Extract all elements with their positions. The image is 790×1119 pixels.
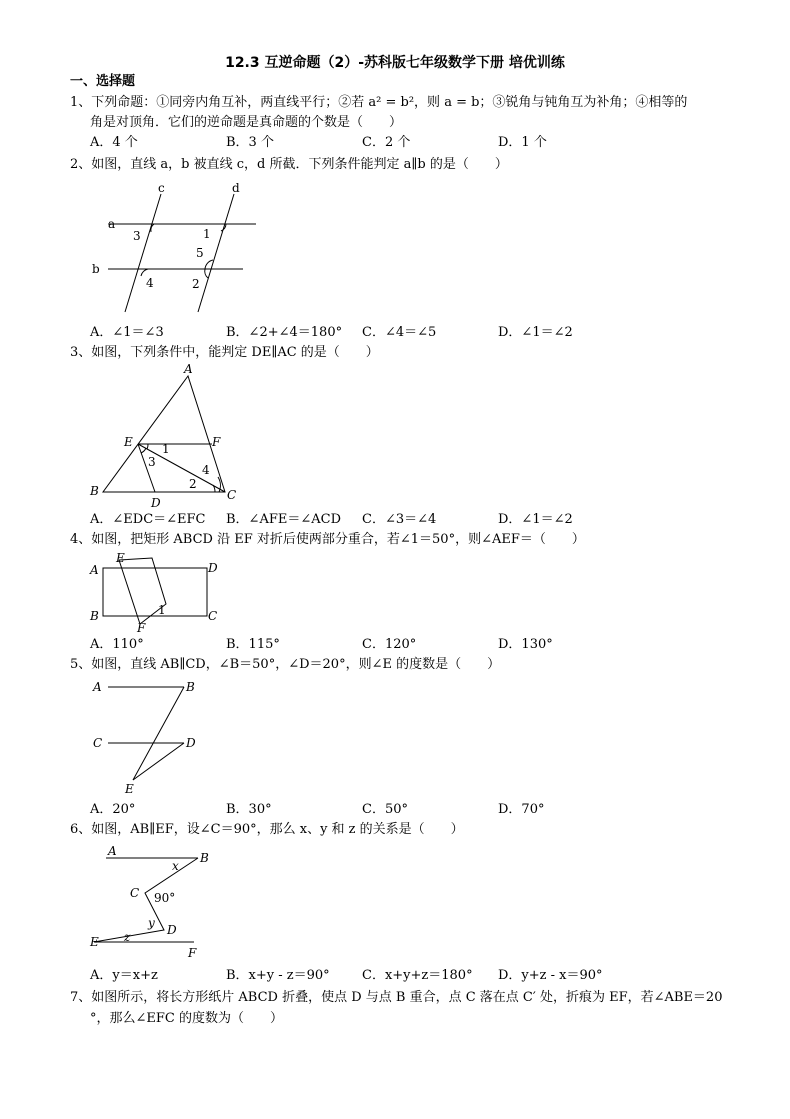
q3-label-A: A: [184, 362, 193, 376]
q6-label-A: A: [108, 844, 117, 858]
q4-label-A: A: [90, 563, 99, 577]
q2-option-d[interactable]: D．∠1＝∠2: [498, 325, 573, 340]
q5-label-C: C: [93, 736, 103, 750]
q4-option-a[interactable]: A．110°: [90, 637, 144, 652]
q3-label-C: C: [227, 488, 237, 502]
q6-label-y: y: [148, 916, 155, 930]
q4-option-c[interactable]: C．120°: [362, 637, 417, 652]
q3-label-D: D: [151, 496, 161, 510]
q6-option-a[interactable]: A．y＝x+z: [90, 968, 158, 983]
q1-option-b[interactable]: B．3 个: [226, 135, 274, 150]
q4-option-d[interactable]: D．130°: [498, 637, 553, 652]
section-heading: 一、选择题: [70, 74, 136, 89]
q4-label-C: C: [208, 609, 218, 623]
q6-option-d[interactable]: D．y+z - x＝90°: [498, 968, 603, 983]
q5-figure: [88, 674, 218, 798]
q5-label-D: D: [186, 736, 196, 750]
q2-figure: [88, 180, 268, 320]
q4-label-F: F: [137, 621, 146, 635]
q2-label-d: d: [232, 181, 240, 195]
q4-label-1: 1: [158, 603, 166, 617]
q3-label-E: E: [124, 435, 133, 449]
q6-label-E: E: [90, 935, 99, 949]
q1-stem-line2: 角是对顶角．它们的逆命题是真命题的个数是（ ）: [90, 115, 403, 130]
q4-label-B: B: [90, 609, 99, 623]
q3-label-4: 4: [202, 463, 210, 477]
q6-label-D: D: [167, 923, 177, 937]
q3-label-3: 3: [148, 455, 156, 469]
q3-option-d[interactable]: D．∠1＝∠2: [498, 512, 573, 527]
q1-stem-line1: 1、下列命题：①同旁内角互补，两直线平行；②若 a² = b²，则 a = b；③锐角与钝角互为补角；④相等的: [70, 95, 688, 110]
q2-label-5: 5: [196, 246, 204, 260]
q3-label-2: 2: [189, 477, 197, 491]
q1-option-c[interactable]: C．2 个: [362, 135, 411, 150]
q3-label-B: B: [90, 484, 99, 498]
q1-option-a[interactable]: A．4 个: [90, 135, 138, 150]
q3-option-b[interactable]: B．∠AFE＝∠ACD: [226, 512, 341, 527]
q5-label-E: E: [125, 782, 134, 796]
q6-label-z: z: [124, 930, 131, 944]
q3-stem: 3、如图，下列条件中，能判定 DE∥AC 的是（ ）: [70, 345, 379, 360]
q6-label-C: C: [130, 886, 140, 900]
page-title: 12.3 互逆命题（2）-苏科版七年级数学下册 培优训练: [225, 55, 565, 71]
q2-label-b: b: [92, 262, 100, 276]
q6-label-90: 90°: [154, 891, 176, 905]
q2-label-c: c: [158, 181, 165, 195]
q4-stem: 4、如图，把矩形 ABCD 沿 EF 对折后使两部分重合，若∠1＝50°，则∠AEF＝（ ）: [70, 532, 585, 547]
q5-label-B: B: [186, 680, 195, 694]
q3-option-c[interactable]: C．∠3＝∠4: [362, 512, 437, 527]
q2-label-3: 3: [133, 229, 141, 243]
q5-option-b[interactable]: B．30°: [226, 802, 272, 817]
q2-option-b[interactable]: B．∠2+∠4＝180°: [226, 325, 343, 340]
q5-option-d[interactable]: D．70°: [498, 802, 545, 817]
q4-label-E: E: [116, 551, 125, 565]
q6-stem: 6、如图，AB∥EF，设∠C＝90°，那么 x、y 和 z 的关系是（ ）: [70, 822, 464, 837]
q2-label-4: 4: [146, 276, 154, 290]
q2-option-c[interactable]: C．∠4＝∠5: [362, 325, 437, 340]
q6-label-x: x: [172, 859, 179, 873]
q2-label-2: 2: [192, 277, 200, 291]
q7-stem-line1: 7、如图所示，将长方形纸片 ABCD 折叠，使点 D 与点 B 重合，点 C 落在点 C′ 处，折痕为 EF，若∠ABE＝20: [70, 990, 723, 1005]
q6-option-c[interactable]: C．x+y+z＝180°: [362, 968, 473, 983]
q5-option-a[interactable]: A．20°: [90, 802, 136, 817]
q4-option-b[interactable]: B．115°: [226, 637, 280, 652]
q1-option-d[interactable]: D．1 个: [498, 135, 547, 150]
q3-option-a[interactable]: A．∠EDC＝∠EFC: [90, 512, 206, 527]
q4-label-D: D: [208, 561, 218, 575]
q4-figure: [88, 552, 228, 637]
q3-label-F: F: [212, 435, 221, 449]
q3-figure: [88, 362, 248, 512]
q6-label-F: F: [188, 946, 197, 960]
q3-label-1: 1: [162, 442, 170, 456]
q5-option-c[interactable]: C．50°: [362, 802, 408, 817]
q2-label-1: 1: [203, 227, 211, 241]
q2-label-a: a: [108, 217, 116, 231]
q5-stem: 5、如图，直线 AB∥CD，∠B＝50°，∠D＝20°，则∠E 的度数是（ ）: [70, 657, 501, 672]
q6-figure: [88, 843, 228, 961]
q5-label-A: A: [93, 680, 102, 694]
q6-label-B: B: [200, 851, 209, 865]
q7-stem-line2: °，那么∠EFC 的度数为（ ）: [90, 1011, 283, 1026]
q2-option-a[interactable]: A．∠1＝∠3: [90, 325, 164, 340]
q6-option-b[interactable]: B．x+y - z＝90°: [226, 968, 330, 983]
q2-stem: 2、如图，直线 a，b 被直线 c，d 所截．下列条件能判定 a∥b 的是（ ）: [70, 157, 508, 172]
